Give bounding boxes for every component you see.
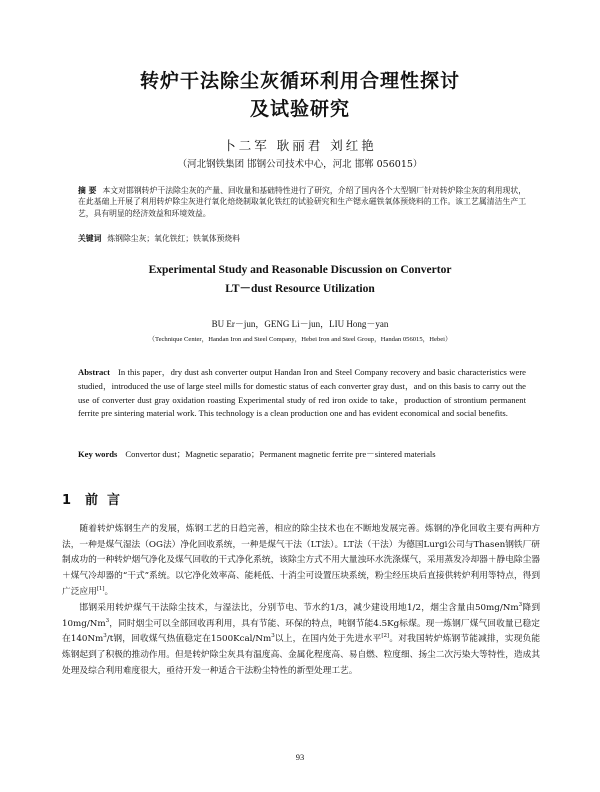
keywords-cn <box>78 233 526 244</box>
abstract-cn-text: 本文对邯钢转炉干法除尘灰的产量、回收量和基础特性进行了研究，介绍了国内各个大型钢厂针对转炉除尘灰的利用现状，在此基础上开展了利用转炉除尘灰进行氧化焙烧制取氧化铁红的试验研究和生产锶永磁铁氧体预烧料的工作。该工艺属清洁生产工艺，具有明显的经济效益和环境效益。 <box>78 186 526 218</box>
paragraph-2-text-c: ，同时烟尘可以全部回收再利用，具有节能、环保的特点，吨钢节能4.5Kg标煤。现一炼钢厂煤气回收量已稳定在140Nm <box>62 618 540 645</box>
abstract-en-label: Abstract <box>78 367 110 377</box>
affiliation-en: （Technique Center，Handan Iron and Steel Company，Hebei Iron and Steel Group，Handan 056015，Hebei） <box>148 336 452 343</box>
authors-en: BU Er－jun，GENG Li－jun，LIU Hong－yan <box>211 319 389 329</box>
page-number: 93 <box>295 752 305 762</box>
keywords-en <box>78 448 526 460</box>
title-en-line2: LT－dust Resource Utilization <box>225 283 375 295</box>
body-paragraph-2 <box>62 601 540 680</box>
section-number: 1 <box>62 493 72 508</box>
superscript: 3 <box>518 602 523 609</box>
title-cn-line1: 转炉干法除尘灰循环利用合理性探讨 <box>139 70 460 92</box>
title-en-line1: Experimental Study and Reasonable Discussion on Convertor <box>148 264 452 276</box>
paragraph-2-text-d: /t钢，回收煤气热值稳定在1500Kcal/Nm <box>106 634 272 645</box>
citation-ref-2: [2] <box>381 633 390 640</box>
section-heading-introduction <box>62 489 129 508</box>
citation-ref-1: [1] <box>96 585 105 592</box>
abstract-en-text: In this paper，dry dust ash converter output Handan Iron and Steel Company recovery and basic characteristics were studied，introduced the use of large steel mills for domestic status of each converter gray dust，and on this basis to carry out the use of converter dust gray oxidation roasting Experimental study of red iron oxide to take，production of strontium permanent ferrite pre sintering material work. This technology is a clean production one and has evident economical and social benefits. <box>78 367 526 419</box>
authors-cn: 卜二军 耿丽君 刘红艳 <box>223 138 377 153</box>
abstract-cn-label: 摘 要 <box>78 186 97 195</box>
body-paragraph-1 <box>62 522 540 601</box>
paragraph-1-end: 。 <box>104 586 114 597</box>
superscript: 3 <box>103 633 107 640</box>
affiliation-cn: （河北钢铁集团 邯钢公司技术中心，河北 邯郸 056015） <box>177 159 423 170</box>
paragraph-2-text-e: 以上，在国内处于先进水平 <box>274 634 382 645</box>
paragraph-2-text-f: 。对我国转炉炼钢节能减排，实现负能炼钢起到了积极的推动作用。但是转炉除尘灰具有温度高、金属化程度高、易自燃、粒度细、扬尘二次污染大等特性，造成其处理及综合利用难度很大，亟待开发一种适合干法粉尘特性的新型处理工艺。 <box>62 634 541 676</box>
abstract-cn <box>78 185 526 219</box>
paragraph-2-text-a: 邯钢采用转炉煤气干法除尘技术，与湿法比，分别节电、节水约1/3，减少建设用地1/2，烟尘含量由50mg/Nm <box>79 603 519 613</box>
keywords-cn-label: 关键词 <box>78 234 102 243</box>
title-cn-line2: 及试验研究 <box>249 98 350 120</box>
section-title: 前言 <box>85 493 130 508</box>
superscript: 3 <box>105 617 110 624</box>
keywords-cn-text: 炼钢除尘灰；氧化铁红；铁氧体预烧料 <box>107 234 240 243</box>
keywords-en-label: Key words <box>78 449 118 459</box>
paragraph-2-text-b: 降到10mg/Nm <box>62 603 540 629</box>
keywords-en-text: Convertor dust；Magnetic separatio；Permanent magnetic ferrite pre－sintered materials <box>125 449 436 459</box>
paragraph-1-text: 随着转炉炼钢生产的发展，炼钢工艺的日趋完善，相应的除尘技术也在不断地发展完善。炼钢的净化回收主要有两种方法，一种是煤气湿法（OG法）净化回收系统，一种是煤气干法（LT法）。LT法（干法）为德国Lurgi公司与Thasen钢铁厂研制成功的一种转炉烟气净化及煤气回收的干式净化系统，该除尘方式不用大量浊环水洗涤煤气，采用蒸发冷却器＋静电除尘器＋煤气冷却器的“干式”系统。以它净化效率高、能耗低、十消尘可设置压块系统，粉尘经压块后直接供转炉利用等特点，得到广泛应用 <box>62 524 541 597</box>
superscript: 3 <box>271 633 275 640</box>
abstract-en <box>78 366 526 421</box>
